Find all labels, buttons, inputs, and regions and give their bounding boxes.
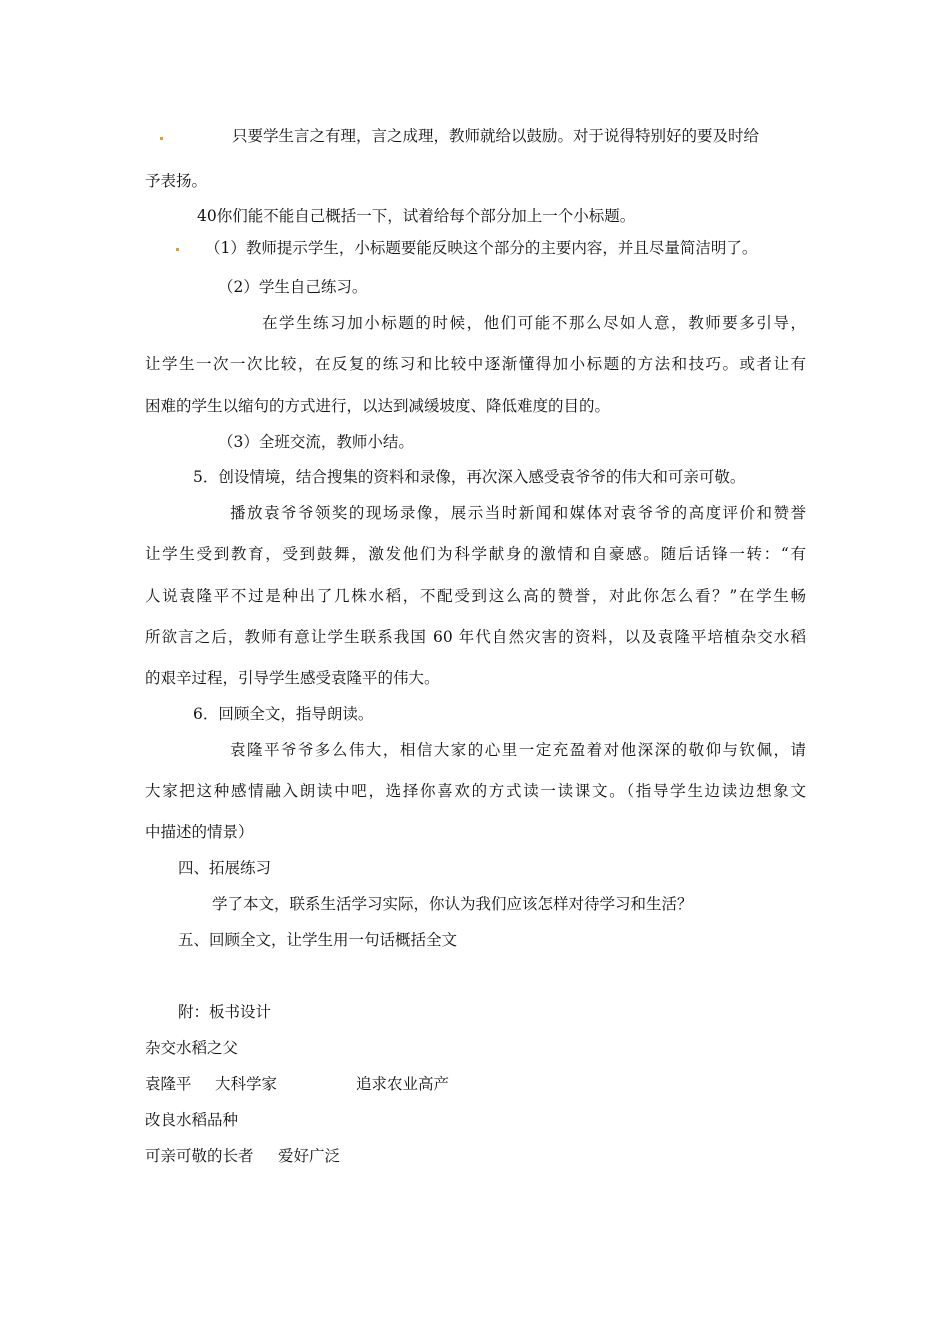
board-line: 大科学家 bbox=[215, 1075, 278, 1093]
board-line: 杂交水稻之父 bbox=[145, 1039, 239, 1057]
board-line: 袁隆平 bbox=[145, 1075, 192, 1093]
paragraph-line: 人说袁隆平不过是种出了几株水稻，不配受到这么高的赞誉，对此你怎么看？”在学生畅 bbox=[145, 587, 806, 605]
section-heading: 四、拓展练习 bbox=[178, 859, 272, 877]
paragraph-line: （1）教师提示学生，小标题要能反映这个部分的主要内容，并且尽量简洁明了。 bbox=[205, 239, 758, 257]
paragraph-line: （3）全班交流，教师小结。 bbox=[218, 433, 414, 451]
paragraph-line: 中描述的情景） bbox=[145, 823, 254, 841]
paragraph-line: 的艰辛过程，引导学生感受袁隆平的伟大。 bbox=[145, 669, 440, 687]
paragraph-line: 让学生一次一次比较，在反复的练习和比较中逐渐懂得加小标题的方法和技巧。或者让有 bbox=[145, 355, 806, 373]
board-line: 改良水稻品种 bbox=[145, 1111, 239, 1129]
paragraph-line: 大家把这种感情融入朗读中吧，选择你喜欢的方式读一读课文。（指导学生边读边想象文 bbox=[145, 782, 806, 800]
margin-mark bbox=[176, 248, 179, 251]
board-line: 爱好广泛 bbox=[278, 1147, 341, 1165]
margin-mark bbox=[160, 137, 163, 140]
board-line: 追求农业高产 bbox=[356, 1075, 450, 1093]
board-heading: 附：板书设计 bbox=[178, 1003, 272, 1021]
paragraph-line: 5．创设情境，结合搜集的资料和录像，再次深入感受袁爷爷的伟大和可亲可敬。 bbox=[193, 468, 746, 486]
paragraph-line: 6．回顾全文，指导朗读。 bbox=[193, 705, 374, 723]
paragraph-line: 播放袁爷爷领奖的现场录像，展示当时新闻和媒体对袁爷爷的高度评价和赞誉 bbox=[230, 504, 806, 522]
paragraph-line: （2）学生自己练习。 bbox=[218, 278, 368, 296]
paragraph-line: 只要学生言之有理，言之成理，教师就给以鼓励。对于说得特别好的要及时给 bbox=[232, 127, 760, 145]
section-heading: 五、回顾全文，让学生用一句话概括全文 bbox=[178, 931, 458, 949]
paragraph-line: 40你们能不能自己概括一下，试着给每个部分加上一个小标题。 bbox=[197, 207, 636, 225]
board-line: 可亲可敬的长者 bbox=[145, 1147, 254, 1165]
paragraph-line: 在学生练习加小标题的时候，他们可能不那么尽如人意，教师要多引导， bbox=[262, 314, 806, 332]
paragraph-line: 困难的学生以缩句的方式进行，以达到减缓坡度、降低难度的目的。 bbox=[145, 397, 611, 415]
paragraph-line: 让学生受到教育，受到鼓舞，激发他们为科学献身的激情和自豪感。随后话锋一转：“有 bbox=[145, 545, 806, 563]
paragraph-line: 袁隆平爷爷多么伟大，相信大家的心里一定充盈着对他深深的敬仰与钦佩，请 bbox=[230, 741, 806, 759]
paragraph-line: 学了本文，联系生活学习实际，你认为我们应该怎样对待学习和生活？ bbox=[212, 895, 693, 913]
paragraph-line: 所欲言之后，教师有意让学生联系我国 60 年代自然灾害的资料，以及袁隆平培植杂交水稻 bbox=[145, 628, 806, 646]
paragraph-line: 予表扬。 bbox=[145, 172, 208, 190]
